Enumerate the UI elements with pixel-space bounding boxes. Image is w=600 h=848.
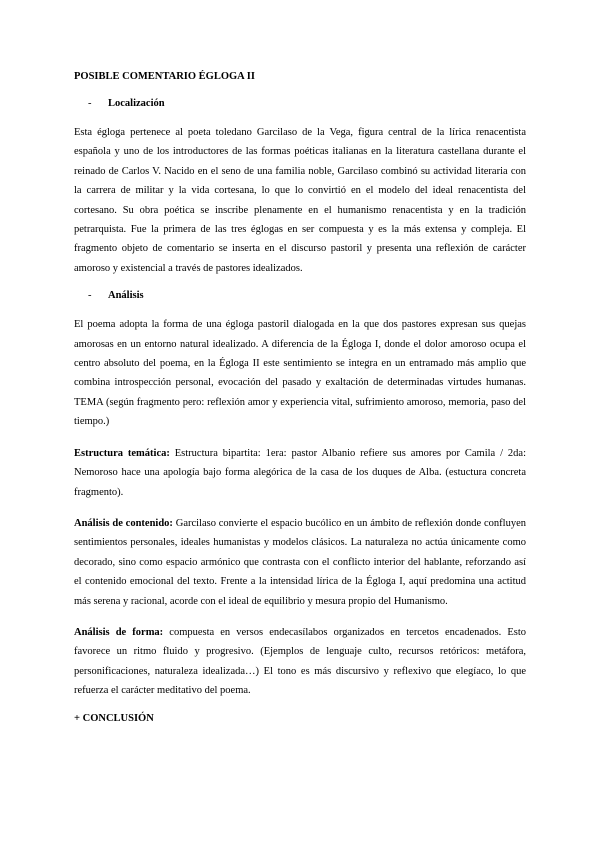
section-heading-analisis: [88, 290, 526, 301]
paragraph-text-contenido: Garcilaso convierte el espacio bucólico en un ámbito de reflexión donde confluyen sentimientos personales, ideales humanistas y modelos clásicos. La naturaleza no actúa únicamente como decorado, sino como espacio armónico que contrasta con el conflicto interior del hablante, reforzando así el contenido emocional del texto. Frente a la intensidad lírica de la Égloga I, aquí predomina una actitud más serena y racional, acorde con el ideal de equilibrio y mesura propio del Humanismo.: [74, 517, 526, 607]
paragraph-estructura: [74, 444, 526, 502]
paragraph-analisis: El poema adopta la forma de una égloga pastoril dialogada en la que dos pastores expresan sus quejas amorosas en un entorno natural idealizado. A diferencia de la Égloga I, donde el dolor amoroso ocupa el centro absoluto del poema, en la Égloga II este sentimiento se integra en un entramado más amplio que combina introspección personal, evocación del pasado y exaltación de determinadas virtudes humanas. TEMA (según fragmento pero: reflexión amor y experiencia vital, sufrimiento amoroso, memoria, paso del tiempo.): [74, 319, 526, 428]
document-body: [74, 71, 526, 724]
heading-label: Análisis: [108, 290, 144, 302]
paragraph-lead-contenido: Análisis de contenido:: [74, 517, 173, 529]
section-heading-localizacion: [88, 98, 526, 109]
paragraph-text-estructura: Estructura bipartita: 1era: pastor Albanio refiere sus amores por Camila / 2da: Nemoroso hace una apología bajo forma alegórica de la casa de los duques de Alba. (estuctura concreta fragmento).: [74, 447, 526, 498]
paragraph-lead-estructura: Estructura temática:: [74, 447, 170, 459]
paragraph-forma: [74, 623, 526, 701]
paragraph-localizacion: Esta égloga pertenece al poeta toledano Garcilaso de la Vega, figura central de la lírica renacentista española y uno de los introductores de las formas poéticas italianas en la literatura castellana durante el reinado de Carlos V. Nacido en el seno de una familia noble, Garcilaso combinó su actividad literaria con la carrera de militar y la vida cortesana, lo que lo convirtió en el modelo del ideal renacentista del cortesano. Su obra poética se inscribe plenamente en el humanismo renacentista y en la tradición petrarquista. Fue la primera de las tres églogas en ser compuesta y es la más extensa y compleja. El fragmento objeto de comentario se inserta en el discurso pastoril y presenta una reflexión de carácter amoroso y existencial a través de pastores idealizados.: [74, 127, 526, 274]
paragraph-contenido: [74, 514, 526, 611]
document-title: POSIBLE COMENTARIO ÉGLOGA II: [74, 71, 255, 82]
paragraph-text-forma: compuesta en versos endecasílabos organizados en tercetos encadenados. Esto favorece un ritmo fluido y progresivo. (Ejemplos de lenguaje culto, recursos retóricos: metáfora, personificaciones, naturaleza idealizada…) El tono es más discursivo y reflexivo que elegíaco, lo que refuerza el carácter meditativo del poema.: [74, 626, 526, 697]
paragraph-lead-forma: Análisis de forma:: [74, 626, 164, 638]
bullet-dash: -: [88, 98, 92, 109]
section-heading-conclusion: + CONCLUSIÓN: [74, 712, 154, 724]
heading-label: Localización: [108, 98, 165, 109]
bullet-dash: -: [88, 290, 92, 302]
